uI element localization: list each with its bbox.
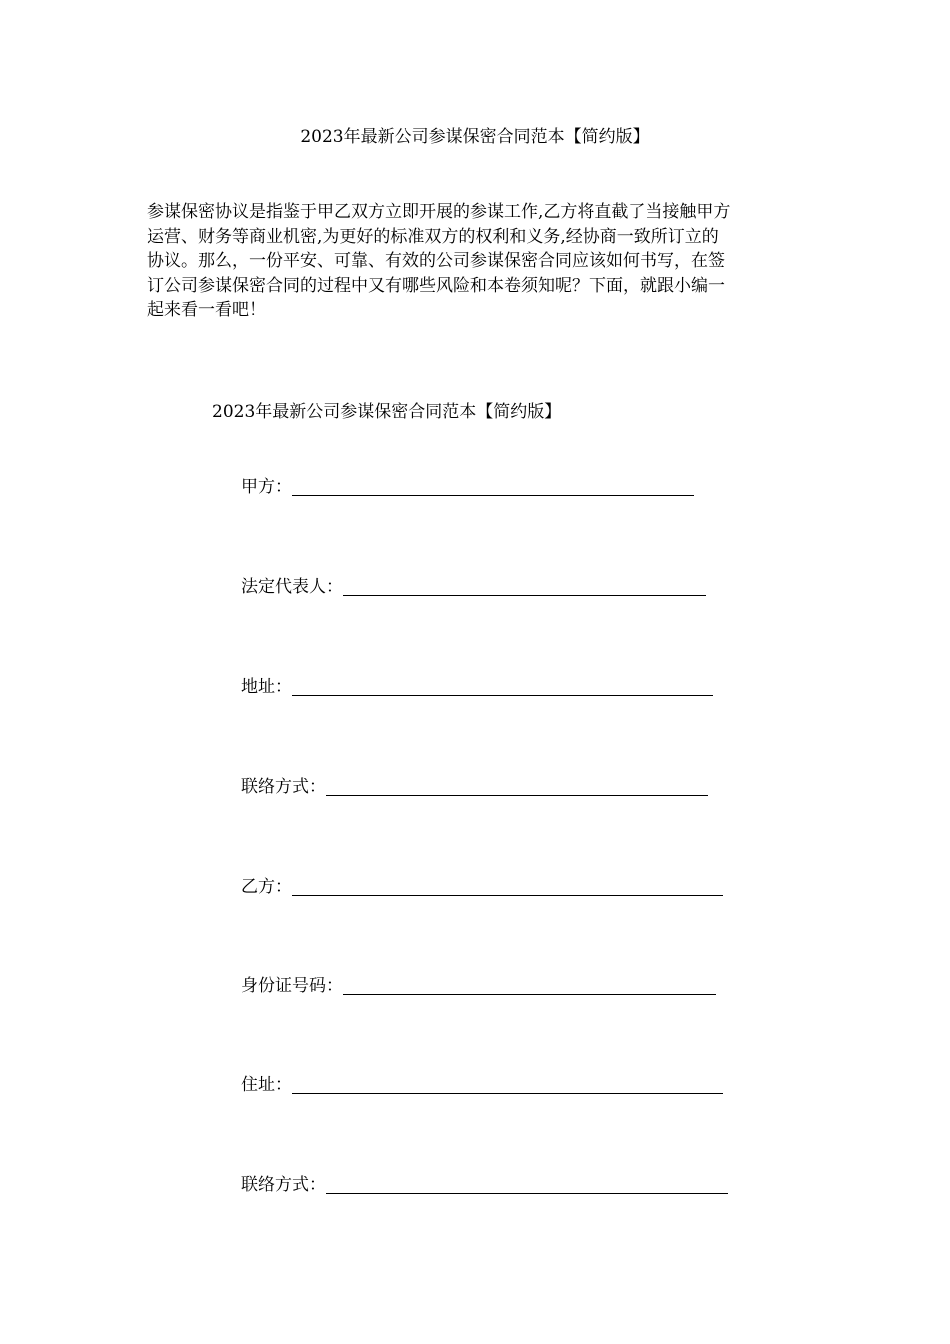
residence-label: 住址： — [241, 1075, 292, 1095]
address-blank-line[interactable] — [292, 678, 713, 696]
party-a-label: 甲方： — [241, 477, 292, 497]
residence-blank-line[interactable] — [292, 1076, 723, 1094]
contract-subtitle: 2023年最新公司参谋保密合同范本【简约版】 — [212, 402, 562, 422]
id-number-label: 身份证号码： — [241, 976, 343, 996]
contact-a-field — [241, 776, 708, 798]
residence-field — [241, 1074, 723, 1096]
legal-representative-field — [241, 576, 706, 598]
intro-line: 参谋保密协议是指鉴于甲乙双方立即开展的参谋工作,乙方将直截了当接触甲方 — [147, 202, 731, 222]
legal-representative-label: 法定代表人： — [241, 577, 343, 597]
address-field — [241, 676, 713, 698]
party-a-field — [241, 476, 694, 498]
document-title: 2023年最新公司参谋保密合同范本【简约版】 — [300, 127, 650, 147]
address-label: 地址： — [241, 677, 292, 697]
contact-a-label: 联络方式： — [241, 777, 326, 797]
id-number-blank-line[interactable] — [343, 977, 716, 995]
party-b-label: 乙方： — [241, 877, 292, 897]
intro-line: 协议。那么，一份平安、可靠、有效的公司参谋保密合同应该如何书写，在签 — [147, 251, 725, 271]
legal-representative-blank-line[interactable] — [343, 578, 706, 596]
contact-b-label: 联络方式： — [241, 1175, 326, 1195]
contact-b-field — [241, 1174, 728, 1196]
id-number-field — [241, 975, 716, 997]
contact-b-blank-line[interactable] — [326, 1176, 728, 1194]
contact-a-blank-line[interactable] — [326, 778, 708, 796]
intro-line: 订公司参谋保密合同的过程中又有哪些风险和本卷须知呢？下面，就跟小编一 — [147, 275, 725, 296]
intro-line: 起来看一看吧！ — [147, 300, 266, 320]
party-a-blank-line[interactable] — [292, 478, 694, 496]
party-b-field — [241, 876, 723, 898]
party-b-blank-line[interactable] — [292, 878, 723, 896]
intro-line: 运营、财务等商业机密,为更好的标准双方的权利和义务,经协商一致所订立的 — [147, 226, 719, 247]
intro-paragraph — [147, 200, 807, 323]
